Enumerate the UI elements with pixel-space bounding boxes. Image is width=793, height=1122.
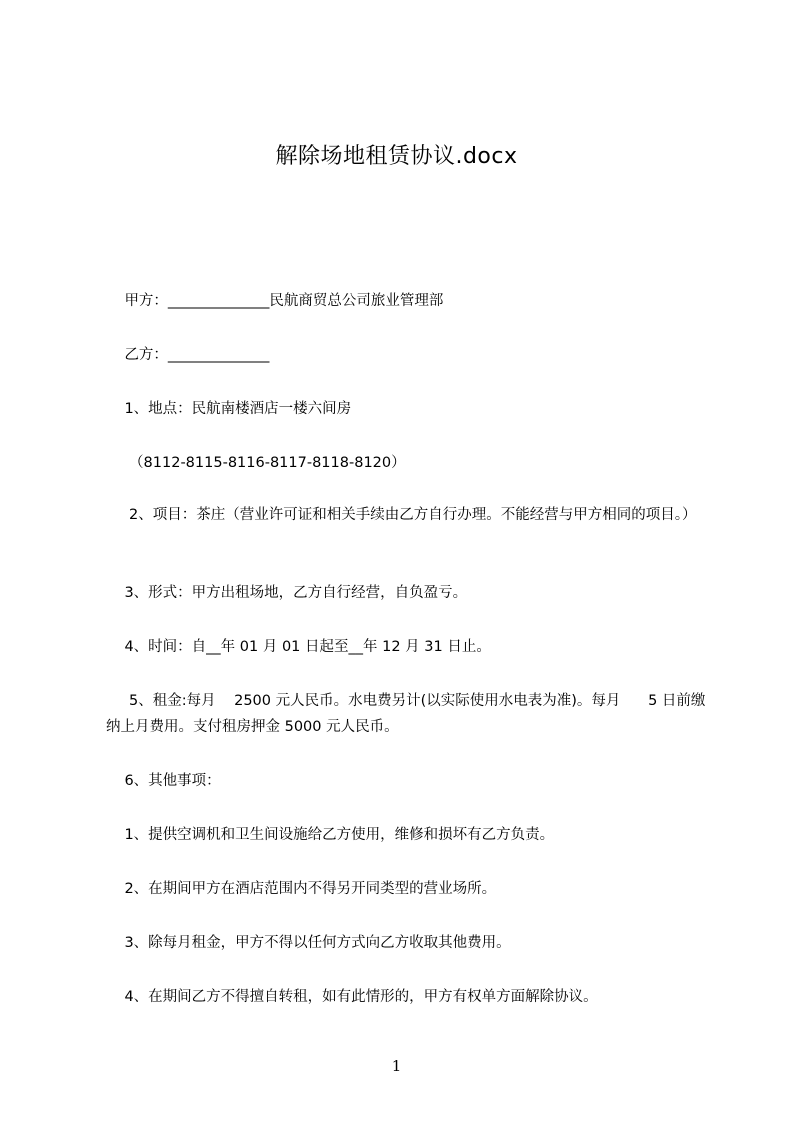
clause-rent: 5、租金:每月 2500 元人民币。水电费另计(以实际使用水电表为准)。每月 5 日前缴纳上月费用。支付租房押金 5000 元人民币。 [106,693,706,735]
clause-term: 4、时间：自__年 01 月 01 日起至__年 12 月 31 日止。 [106,639,491,655]
party-b-line: 乙方：______________ [106,347,270,363]
clause-other-matters: 6、其他事项： [106,773,221,789]
other-item-1: 1、提供空调机和卫生间设施给乙方使用，维修和损坏有乙方负责。 [106,827,555,843]
other-item-3: 3、除每月租金，甲方不得以任何方式向乙方收取其他费用。 [106,935,511,951]
clause-form: 3、形式：甲方出租场地，乙方自行经营，自负盈亏。 [106,585,468,601]
clause-project: 2、项目：茶庄（营业许可证和相关手续由乙方自行办理。不能经营与甲方相同的项目。） [106,507,697,523]
clause-location: 1、地点：民航南楼酒店一楼六间房 [106,401,352,417]
page-number: 1 [391,1057,402,1075]
other-item-2: 2、在期间甲方在酒店范围内不得另开同类型的营业场所。 [106,881,497,897]
other-item-4: 4、在期间乙方不得擅自转租，如有此情形的，甲方有权单方面解除协议。 [106,989,598,1005]
document-title: 解除场地租赁协议.docx [275,144,518,169]
party-a-line: 甲方：______________民航商贸总公司旅业管理部 [106,293,444,309]
clause-room-numbers: （8112-8115-8116-8117-8118-8120） [106,455,406,471]
